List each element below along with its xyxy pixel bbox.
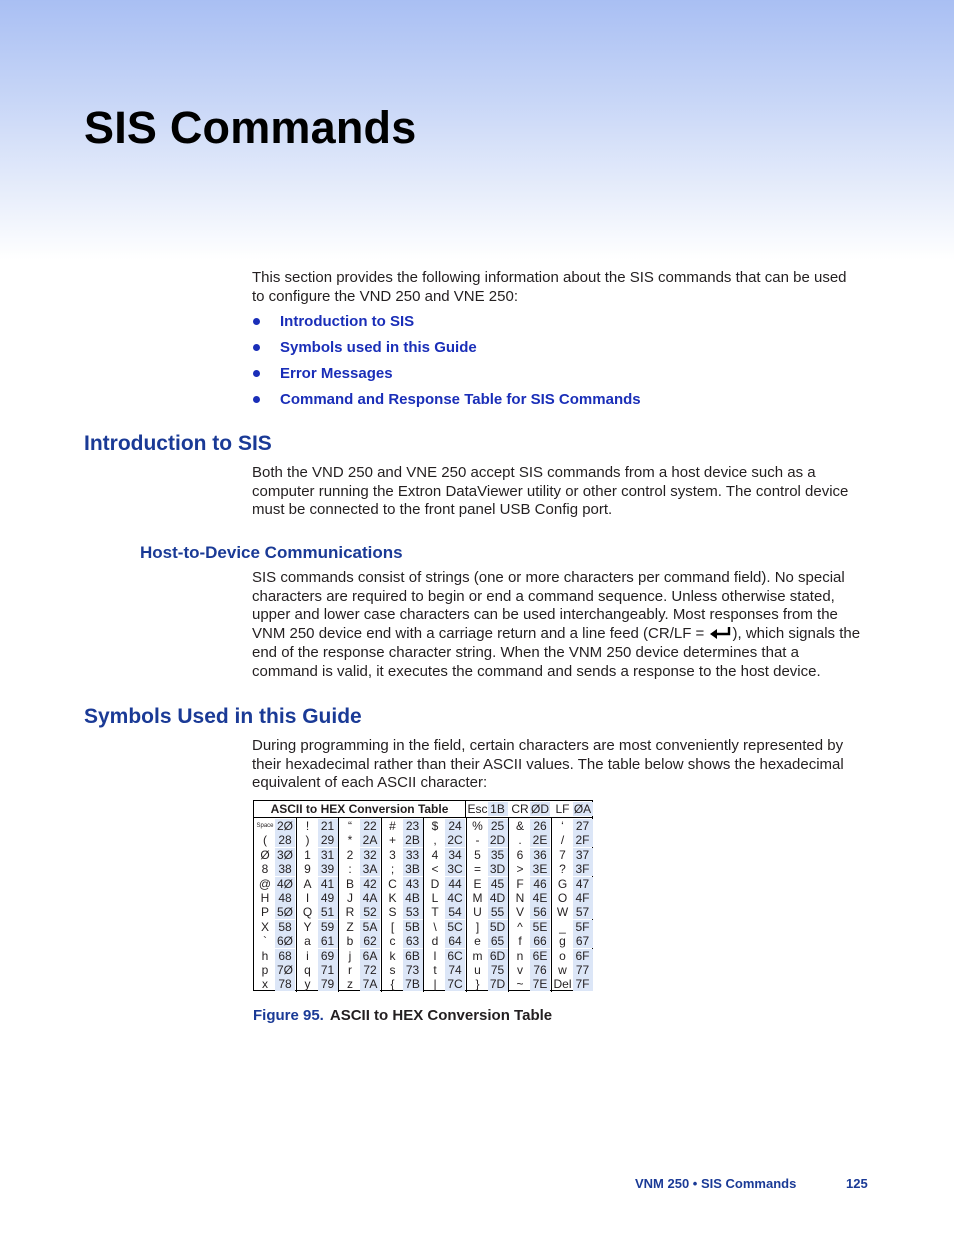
ascii-char: =	[473, 862, 481, 877]
ascii-char: 1	[304, 847, 311, 862]
ascii-char: M	[472, 891, 483, 905]
hex-value: 6B	[403, 949, 423, 963]
ascii-char: ?	[559, 862, 566, 877]
hex-value: 3D	[488, 862, 508, 876]
hex-value: 6A	[360, 949, 380, 963]
hex-value: 6E	[530, 949, 550, 963]
ascii-char: “	[348, 819, 352, 833]
ascii-char: ]	[475, 919, 480, 934]
ascii-char: Space	[256, 823, 274, 829]
table-header: ASCII to HEX Conversion Table	[254, 801, 466, 818]
ascii-char: 5	[474, 847, 481, 862]
ascii-char: ^	[517, 919, 523, 934]
hex-value: 43	[403, 877, 423, 891]
ascii-char: $	[431, 819, 439, 833]
hex-value: 42	[360, 877, 380, 891]
ascii-char: H	[260, 891, 270, 905]
hex-value: 23	[403, 819, 423, 833]
ascii-char: J	[347, 891, 353, 905]
hex-value: 5E	[530, 920, 550, 934]
hex-value: 7Ø	[276, 963, 293, 977]
hex-value: 4E	[530, 891, 550, 905]
ascii-char: !	[305, 819, 310, 833]
hex-value: 44	[445, 877, 465, 891]
hex-value: 6C	[445, 949, 465, 963]
hex-value: 7F	[573, 977, 593, 991]
hex-value: 7B	[403, 977, 423, 991]
ascii-char: O	[557, 891, 568, 905]
intro-sis-paragraph: Both the VND 250 and VNE 250 accept SIS commands from a host device such as a computer running the Extron DataViewer utility or other control system. The control device must be connected to the front panel USB Config port.	[252, 464, 849, 519]
ascii-char: U	[473, 905, 482, 920]
ascii-char: G	[557, 876, 568, 891]
hex-value: 45	[488, 877, 508, 891]
table-column-divider	[296, 818, 297, 992]
table-column-divider	[338, 818, 339, 992]
hex-value: 4Ø	[276, 876, 293, 891]
enter-return-icon	[709, 626, 733, 640]
ascii-char: l	[433, 948, 437, 963]
section-link-list	[252, 313, 641, 417]
hex-value: 2C	[445, 833, 465, 847]
table-column-divider	[466, 818, 467, 992]
ascii-char: }	[475, 977, 480, 992]
ascii-char: CR	[511, 802, 529, 816]
hex-value: 68	[275, 949, 295, 963]
hex-value: 2A	[360, 833, 380, 847]
hex-value: 49	[318, 891, 338, 905]
ascii-char: a	[304, 934, 311, 949]
page-number: 125	[846, 1176, 868, 1191]
hex-value: 48	[275, 891, 295, 905]
heading-symbols-used: Symbols Used in this Guide	[84, 705, 362, 728]
hex-value: 55	[488, 905, 508, 919]
ascii-char: L	[431, 891, 439, 905]
ascii-char: *	[347, 833, 353, 848]
ascii-char: ~	[516, 977, 524, 992]
ascii-char: r	[348, 963, 352, 977]
ascii-char: e	[474, 934, 481, 949]
hex-value: 73	[403, 963, 423, 977]
hex-value: 2B	[403, 833, 423, 847]
hex-value: 2F	[573, 833, 593, 847]
heading-host-to-device: Host-to-Device Communications	[140, 543, 403, 562]
hex-value: 28	[275, 833, 295, 847]
ascii-char: b	[346, 934, 354, 949]
hex-value: 26	[530, 819, 550, 833]
ascii-char: )	[305, 833, 310, 848]
hex-value: 32	[360, 848, 380, 862]
ascii-char: 7	[559, 847, 566, 862]
hex-value: 33	[403, 848, 423, 862]
hex-value: 5B	[403, 920, 423, 934]
hex-value: 57	[573, 905, 593, 919]
ascii-char: m	[472, 948, 483, 963]
link-symbols-used[interactable]: Symbols used in this Guide	[252, 339, 641, 365]
ascii-char: 2	[346, 847, 354, 862]
hex-value: 72	[360, 963, 380, 977]
hex-value: 2Ø	[276, 819, 293, 833]
hex-value: 6D	[488, 949, 508, 963]
hex-value: 37	[573, 848, 593, 862]
hex-value: 2E	[530, 833, 550, 847]
hex-value: 31	[318, 848, 338, 862]
ascii-char: d	[431, 934, 439, 949]
bullet-icon	[253, 344, 260, 351]
hex-value: 3E	[530, 862, 550, 876]
hex-value: 59	[318, 920, 338, 934]
ascii-char: /	[560, 833, 565, 848]
hex-value: 54	[445, 905, 465, 919]
ascii-char: >	[516, 862, 524, 877]
bullet-icon	[253, 370, 260, 377]
hex-value: 7C	[445, 977, 465, 991]
ascii-char: &	[515, 819, 524, 833]
ascii-char: ;	[390, 862, 395, 877]
link-error-messages[interactable]: Error Messages	[252, 365, 641, 391]
ascii-char: x	[262, 977, 268, 992]
ascii-char: n	[516, 948, 524, 963]
ascii-char: N	[515, 891, 525, 905]
hex-value: 34	[445, 848, 465, 862]
hex-value: 77	[573, 963, 593, 977]
ascii-char: P	[260, 905, 269, 920]
hex-value: ØD	[531, 802, 549, 816]
hex-value: 52	[360, 905, 380, 919]
ascii-char: <	[431, 862, 439, 877]
hex-value: 27	[573, 819, 593, 833]
ascii-char: \	[433, 919, 437, 934]
footer-title: VNM 250 • SIS Commands	[635, 1176, 797, 1191]
hex-value: 4B	[403, 891, 423, 905]
ascii-char: 9	[304, 862, 311, 877]
hex-value: 39	[318, 862, 338, 876]
hex-value: 41	[318, 877, 338, 891]
ascii-char: c	[389, 934, 396, 949]
hex-value: 7D	[488, 977, 508, 991]
ascii-char: V	[515, 905, 524, 920]
ascii-char: K	[388, 891, 397, 905]
ascii-char: C	[388, 876, 397, 891]
ascii-char: .	[518, 833, 522, 848]
figure-number: Figure 95.	[253, 1007, 324, 1024]
ascii-hex-table	[253, 800, 593, 991]
hex-value: 1B	[488, 802, 508, 816]
hex-value: 47	[573, 877, 593, 891]
ascii-char: f	[518, 934, 522, 949]
hex-value: 75	[488, 963, 508, 977]
ascii-char: 4	[431, 847, 439, 862]
ascii-char: E	[473, 876, 482, 891]
hex-value: 51	[318, 905, 338, 919]
hex-value: 63	[403, 934, 423, 948]
ascii-char: g	[559, 934, 566, 949]
bullet-icon	[253, 318, 260, 325]
hex-value: 6F	[573, 949, 593, 963]
hex-value: 36	[530, 848, 550, 862]
hex-value: 71	[318, 963, 338, 977]
ascii-char: ‘	[561, 819, 564, 833]
hex-value: 38	[275, 862, 295, 876]
ascii-char: z	[347, 977, 353, 992]
hex-value: 5Ø	[276, 905, 293, 920]
hex-value: 3B	[403, 862, 423, 876]
hex-value: 7E	[530, 977, 550, 991]
hex-value: 6Ø	[276, 934, 293, 949]
link-command-response-table[interactable]: Command and Response Table for SIS Commands	[252, 391, 641, 417]
intro-paragraph: This section provides the following information about the SIS commands that can be used to configure the VND 250 and VNE 250:	[252, 269, 847, 305]
ascii-char: k	[389, 948, 396, 963]
hex-value: 7A	[360, 977, 380, 991]
ascii-char: h	[261, 948, 269, 963]
ascii-char: %	[472, 819, 483, 833]
ascii-char: W	[556, 905, 569, 920]
ascii-char: D	[430, 876, 440, 891]
ascii-char: 6	[516, 847, 524, 862]
hex-value: 69	[318, 949, 338, 963]
ascii-char: t	[433, 963, 437, 977]
hex-value: 4D	[488, 891, 508, 905]
heading-introduction-to-sis: Introduction to SIS	[84, 432, 272, 455]
ascii-char: +	[388, 833, 396, 848]
ascii-char: I	[305, 891, 310, 905]
hex-value: ØA	[573, 802, 592, 816]
ascii-char: 3	[389, 847, 396, 862]
ascii-char: s	[389, 963, 396, 977]
ascii-char: w	[558, 963, 567, 977]
ascii-char: B	[345, 876, 354, 891]
table-column-divider	[381, 818, 382, 992]
ascii-char: (	[263, 833, 267, 848]
ascii-char: p	[261, 963, 269, 977]
table-column-divider	[423, 818, 424, 992]
ascii-char: Y	[303, 919, 312, 934]
page-title: SIS Commands	[84, 102, 417, 153]
ascii-char: {	[390, 977, 395, 992]
ascii-char: Del	[553, 977, 572, 992]
hex-value: 76	[530, 963, 550, 977]
ascii-char: A	[303, 876, 312, 891]
hex-value: 79	[318, 977, 338, 991]
ascii-char: Esc	[467, 802, 488, 816]
hex-value: 35	[488, 848, 508, 862]
ascii-char: Z	[346, 919, 354, 934]
ascii-char: y	[304, 977, 311, 992]
hex-value: 3Ø	[276, 847, 293, 862]
ascii-char: q	[304, 963, 311, 977]
hex-value: 53	[403, 905, 423, 919]
ascii-char: i	[306, 948, 309, 963]
host-comm-paragraph: SIS commands consist of strings (one or more characters per command field). No special characters are required to begin or end a command sequence. Unless otherwise stated, upper and lower case characters can be used interchangeably. Most responses from the VNM 250 device end with a carriage return and a line feed (CR/LF = ), which signals the end of the response character string. When the VNM 250 device determines that a command is valid, it executes the command and sends a response to the host device.	[252, 569, 861, 680]
ascii-char: X	[260, 919, 269, 934]
hex-value: 21	[318, 819, 338, 833]
hex-value: 5F	[573, 920, 593, 934]
table-column-divider	[551, 818, 552, 992]
bullet-icon	[253, 396, 260, 403]
hex-value: 3C	[445, 862, 465, 876]
hex-value: 78	[275, 977, 295, 991]
ascii-char: `	[263, 934, 267, 949]
hex-value: 65	[488, 934, 508, 948]
ascii-char: LF	[555, 802, 570, 816]
ascii-char: v	[517, 963, 523, 977]
ascii-char: S	[388, 905, 397, 920]
hex-value: 64	[445, 934, 465, 948]
hex-value: 4C	[445, 891, 465, 905]
figure-title: ASCII to HEX Conversion Table	[329, 1007, 553, 1024]
ascii-char: Q	[302, 905, 313, 920]
ascii-char: o	[559, 948, 566, 963]
hex-value: 24	[445, 819, 465, 833]
ascii-char: u	[474, 963, 481, 977]
ascii-char: T	[431, 905, 439, 920]
ascii-char: :	[348, 862, 352, 877]
hex-value: 5C	[445, 920, 465, 934]
ascii-char: 8	[261, 862, 269, 877]
ascii-char: -	[475, 833, 480, 848]
ascii-char: |	[433, 977, 437, 992]
table-column-divider	[508, 818, 509, 992]
symbols-paragraph: During programming in the field, certain characters are most conveniently represented by their hexadecimal rather than their ASCII values. The table below shows the hexadecimal equivalent of each ASCII character:	[252, 737, 844, 792]
ascii-char: j	[348, 948, 352, 963]
hex-value: 58	[275, 920, 295, 934]
link-introduction-to-sis[interactable]: Introduction to SIS	[252, 313, 641, 339]
hex-value: 4A	[360, 891, 380, 905]
ascii-char: Ø	[260, 847, 270, 862]
hex-value: 62	[360, 934, 380, 948]
hex-value: 74	[445, 963, 465, 977]
hex-value: 4F	[573, 891, 593, 905]
hex-value: 5A	[360, 920, 380, 934]
hex-value: 66	[530, 934, 550, 948]
hex-value: 61	[318, 934, 338, 948]
ascii-char: R	[345, 905, 355, 920]
hex-value: 25	[488, 819, 508, 833]
hex-value: 5D	[488, 920, 508, 934]
ascii-char: F	[516, 876, 524, 891]
ascii-char: @	[258, 876, 272, 891]
hex-value: 3F	[573, 862, 593, 876]
hex-value: 67	[573, 934, 593, 948]
hex-value: 2D	[488, 833, 508, 847]
ascii-char: ,	[433, 833, 437, 848]
hex-value: 29	[318, 833, 338, 847]
hex-value: 3A	[360, 862, 380, 876]
ascii-char: #	[389, 819, 396, 833]
ascii-char: [	[390, 919, 395, 934]
figure-caption	[253, 1007, 552, 1024]
hex-value: 56	[530, 905, 550, 919]
hex-value: 46	[530, 877, 550, 891]
hex-value: 22	[360, 819, 380, 833]
ascii-char: _	[559, 919, 566, 934]
